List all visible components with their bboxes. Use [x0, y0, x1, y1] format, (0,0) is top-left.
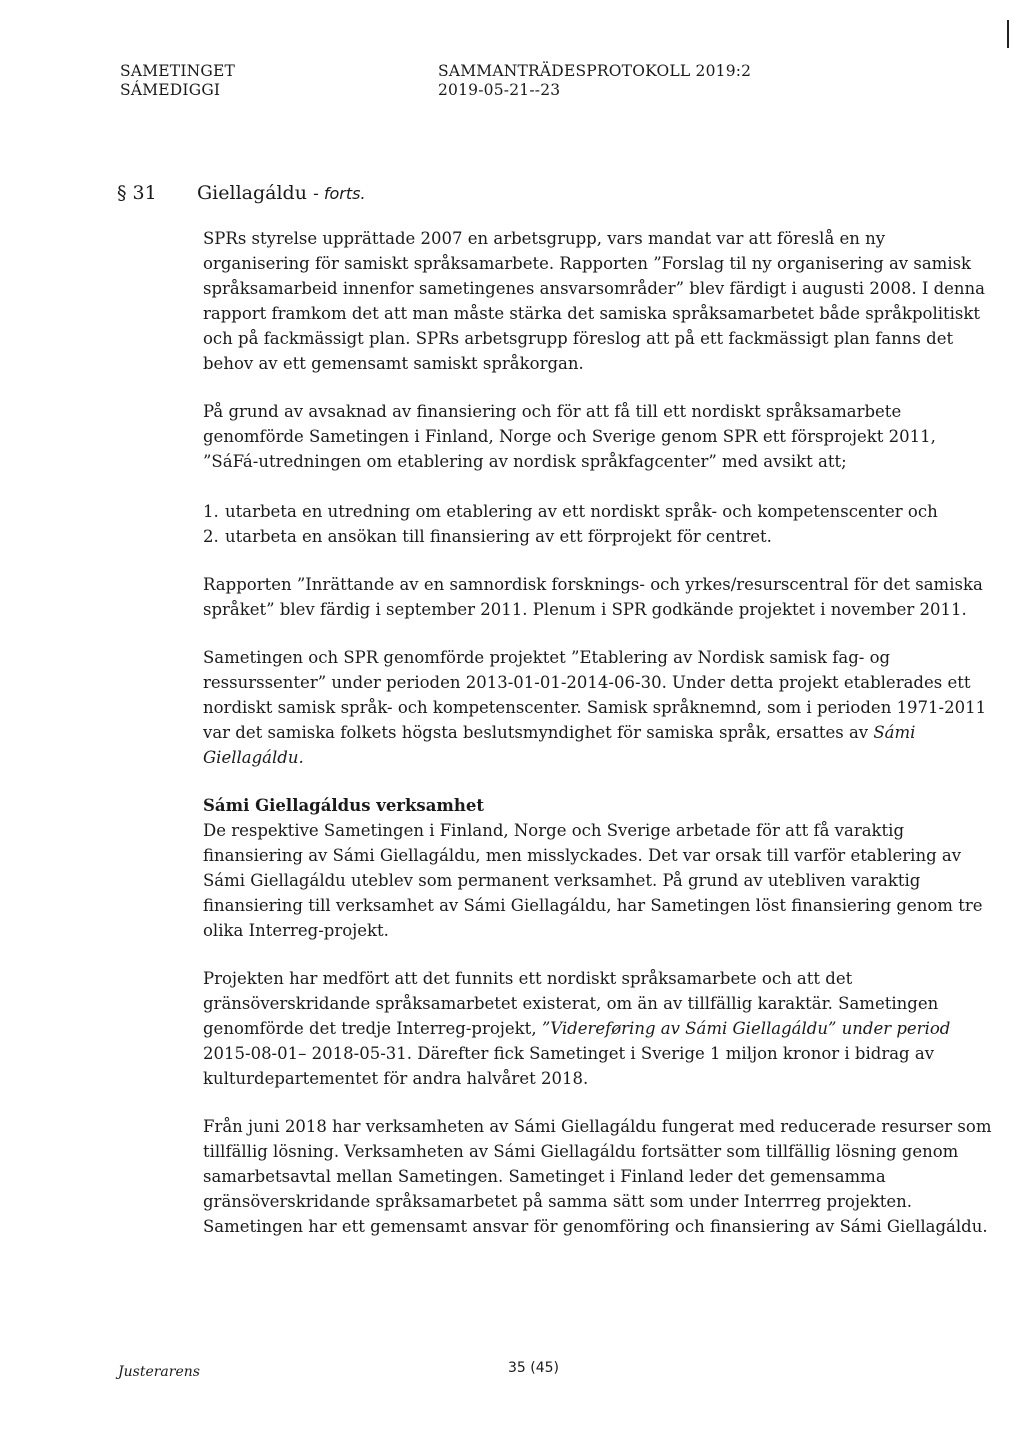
- document-body: [203, 226, 993, 1262]
- doc-date: 2019-05-21--23: [438, 81, 561, 99]
- section-title: Giellagáldu: [197, 182, 307, 204]
- org-block: [120, 62, 400, 100]
- paragraph-7: Från juni 2018 har verksamheten av Sámi Giellagáldu fungerat med reducerade resurser som tillfällig lösning. Verksamheten av Sámi Giellagáldu fortsätter som tillfällig lösning genom samarbetsavtal mellan Sametingen. Sametinget i Finland leder det gemensamma gränsöverskridande språksamarbetet på samma sätt som under Interrreg projekten. Sametingen har ett gemensamt ansvar för genomföring och finansiering av Sámi Giellagáldu.: [203, 1117, 992, 1236]
- paragraph-5: De respektive Sametingen i Finland, Norge och Sverige arbetade för att få varaktig finansiering av Sámi Giellagáldu, men misslyckades. Det var orsak till varför etablering av Sámi Giellagáldu uteblev som permanent verksamhet. På grund av utebliven varaktig finansiering till verksamhet av Sámi Giellagáldu, har Sametingen löst finansiering genom tre olika Interreg-projekt.: [203, 821, 983, 940]
- scan-mark: [1007, 20, 1009, 48]
- doc-title: SAMMANTRÄDESPROTOKOLL 2019:2: [438, 62, 752, 80]
- paragraph-1: SPRs styrelse upprättade 2007 en arbetsgrupp, vars mandat var att föreslå en ny organisering för samiskt språksamarbete. Rapporten ”Forslag til ny organisering av samisk språksamarbeid innenfor sametingenes ansvarsområder” blev färdigt i augusti 2008. I denna rapport framkom det att man måste stärka det samiska språksamarbetet både språkpolitiskt och på fackmässigt plan. SPRs arbetsgrupp föreslog att på ett fackmässigt plan fanns det behov av ett gemensamt samiskt språkorgan.: [203, 229, 985, 373]
- section-suffix: - forts.: [313, 184, 366, 203]
- paragraph-4-italic: Sámi Giellagáldu.: [203, 723, 916, 767]
- paragraph-4-text: Sametingen och SPR genomförde projektet ”Etablering av Nordisk samisk fag- og ressurssenter” under perioden 2013-01-01-2014-06-30. Under detta projekt etablerades ett nordiskt samisk språk- och kompetenscenter. Samisk språknemnd, som i perioden 1971-2011 var det samiska folkets högsta beslutsmyndighet för samiska språk, ersattes av: [203, 648, 987, 742]
- paragraph-3: Rapporten ”Inrättande av en samnordisk forsknings- och yrkes/resurscentral för det samiska språket” blev färdig i september 2011. Plenum i SPR godkände projektet i november 2011.: [203, 575, 983, 619]
- paragraph-2: På grund av avsaknad av finansiering och för att få till ett nordiskt språksamarbete genomförde Sametingen i Finland, Norge och Sverige genom SPR ett försprojekt 2011, ”SáFá-utredningen om etablering av nordisk språkfagcenter” med avsikt att;: [203, 402, 936, 471]
- section-heading: [117, 182, 366, 204]
- org-name-swedish: SAMETINGET: [120, 62, 236, 80]
- section-number: § 31: [117, 182, 157, 204]
- paragraph-6-text-a: Projekten har medfört att det funnits ett nordiskt språksamarbete och att det gränsöverskridande språksamarbetet existerat, om än av tillfällig karaktär. Sametingen genomförde det tredje Interreg-projekt,: [203, 969, 939, 1038]
- list-item: [203, 524, 993, 549]
- list-item: [203, 499, 993, 524]
- paragraph-4: [203, 645, 993, 770]
- paragraph-6-text-b: 2015-08-01– 2018-05-31. Därefter fick Sametinget i Sverige 1 miljon kronor i bidrag av kulturdepartementet för andra halvåret 2018.: [203, 1044, 935, 1088]
- paragraph-6: [203, 966, 993, 1091]
- list-number: 2.: [203, 527, 219, 546]
- subheading: Sámi Giellagáldus verksamhet: [203, 796, 484, 815]
- list-text: utarbeta en utredning om etablering av ett nordiskt språk- och kompetenscenter och: [225, 502, 938, 521]
- paragraph-6-italic: ”Videreføring av Sámi Giellagáldu” under period: [541, 1019, 951, 1038]
- org-name-sami: SÁMEDIGGI: [120, 81, 221, 99]
- page-number: 35 (45): [508, 1360, 560, 1376]
- list-number: 1.: [203, 502, 219, 521]
- footer-initials-label: Justerarens: [118, 1364, 200, 1380]
- numbered-list: [203, 499, 993, 549]
- list-text: utarbeta en ansökan till finansiering av ett förprojekt för centret.: [225, 527, 772, 546]
- doc-info-block: [438, 62, 838, 100]
